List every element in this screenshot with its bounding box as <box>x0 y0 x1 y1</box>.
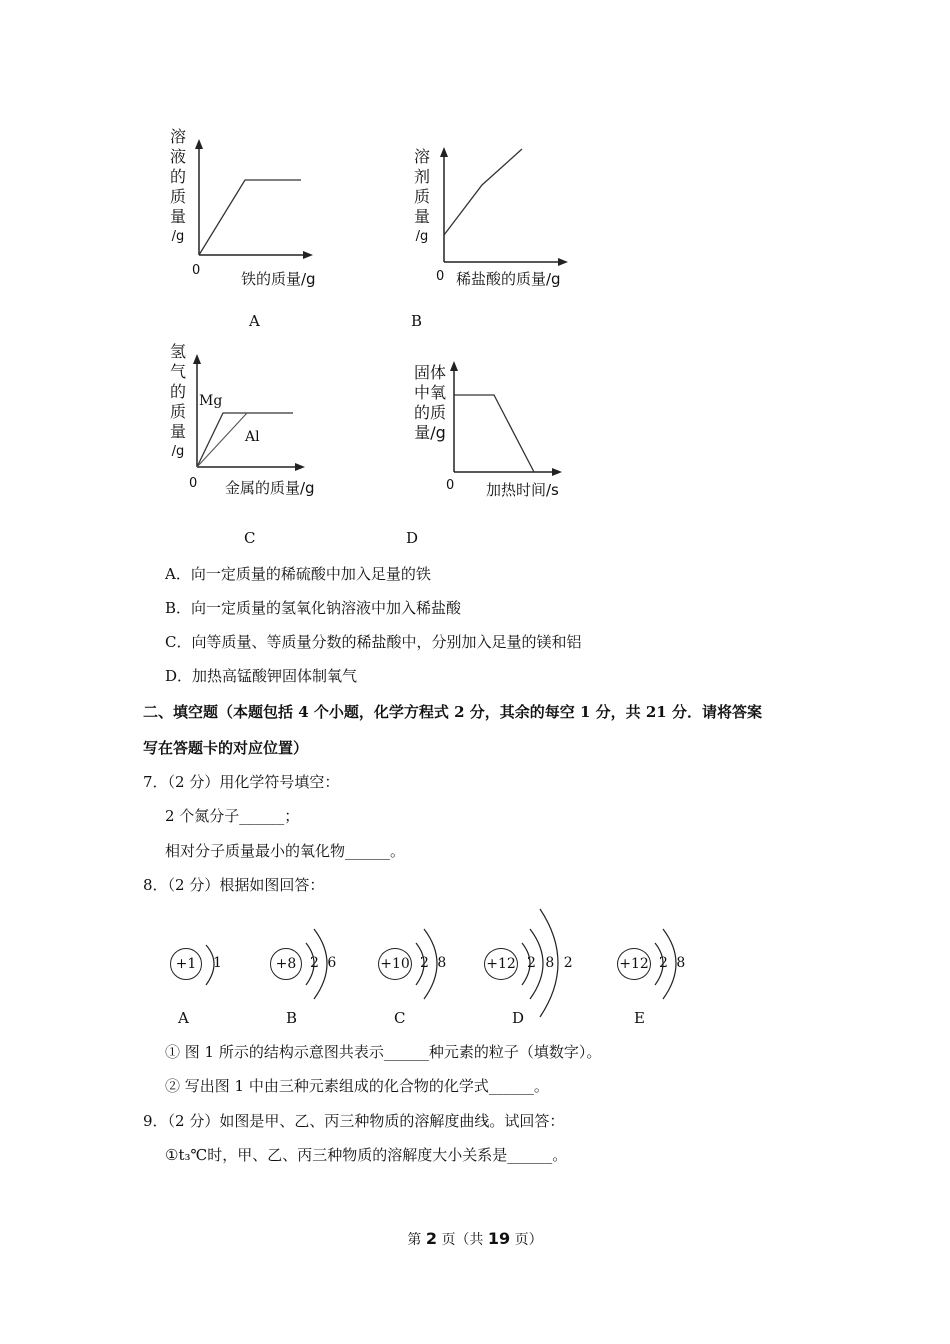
series-label-al: Al <box>245 429 260 445</box>
q9-part-a: ①t₃℃时，甲、乙、丙三种物质的溶解度大小关系是______。 <box>165 1146 568 1164</box>
atom-letter: B <box>286 1009 298 1027</box>
shell-electrons: 2 8 <box>659 955 686 971</box>
shell-electrons: 1 <box>213 955 222 971</box>
graph-c <box>165 340 345 505</box>
y-axis-label: 溶 液 的 质 量 /g <box>169 127 186 244</box>
origin-label: 0 <box>446 478 455 493</box>
q6-option-d: D．加热高锰酸钾固体制氧气 <box>165 667 358 685</box>
nucleus: +12 <box>484 948 518 980</box>
graph-a <box>165 125 345 295</box>
graph-b-curve <box>444 149 522 235</box>
atom-structure-b <box>270 925 350 1025</box>
q6-option-a: A．向一定质量的稀硫酸中加入足量的铁 <box>165 565 431 583</box>
footer-suffix: 页） <box>514 1232 543 1248</box>
graph-a-curve <box>199 180 301 255</box>
shell-electrons: 2 6 <box>310 955 337 971</box>
q8-stem: 8．（2 分）根据如图回答： <box>143 876 325 894</box>
page-number: 2 <box>425 1229 437 1248</box>
atom-structure-c <box>378 925 458 1025</box>
x-axis-label: 金属的质量/g <box>225 479 315 497</box>
atom-letter: C <box>394 1009 406 1027</box>
q6-option-b: B．向一定质量的氢氧化钠溶液中加入稀盐酸 <box>165 599 462 617</box>
graph-b-letter: B <box>411 312 423 330</box>
q7-part-b: 相对分子质量最小的氧化物______。 <box>165 842 406 860</box>
q8-part-a: ① 图 1 所示的结构示意图共表示______种元素的粒子（填数字）。 <box>165 1043 602 1061</box>
electron-shell-arcs <box>170 935 240 995</box>
shell-electrons: 2 8 <box>420 955 447 971</box>
series-label-mg: Mg <box>199 393 223 409</box>
atom-letter: A <box>178 1009 189 1027</box>
origin-label: 0 <box>192 263 201 278</box>
x-axis-label: 加热时间/s <box>486 481 559 499</box>
nucleus: +10 <box>378 948 412 980</box>
origin-label: 0 <box>189 476 198 491</box>
nucleus: +1 <box>170 948 202 980</box>
nucleus: +12 <box>617 948 651 980</box>
footer-prefix: 第 <box>407 1232 422 1248</box>
x-axis-label: 铁的质量/g <box>241 270 316 288</box>
y-axis-label: 固体 中氧 的质 量/g <box>413 363 446 442</box>
page-total: 19 <box>487 1229 511 1248</box>
atom-structure-e <box>617 925 697 1025</box>
footer-mid: 页（共 <box>441 1232 484 1248</box>
graph-d <box>410 355 590 505</box>
graph-d-letter: D <box>406 529 419 547</box>
section2-heading-cont: 写在答题卡的对应位置） <box>143 739 309 757</box>
q9-stem: 9．（2 分）如图是甲、乙、丙三种物质的溶解度曲线。试回答： <box>143 1112 565 1130</box>
origin-label: 0 <box>436 269 445 284</box>
nucleus: +8 <box>270 948 302 980</box>
graph-d-curve <box>454 395 534 472</box>
graph-a-letter: A <box>249 312 260 330</box>
section2-heading: 二、填空题（本题包括 4 个小题，化学方程式 2 分，其余的每空 1 分，共 21 分．请将答案 <box>143 703 762 721</box>
graph-c-letter: C <box>244 529 256 547</box>
q6-option-c: C．向等质量、等质量分数的稀盐酸中，分别加入足量的镁和铝 <box>165 633 582 651</box>
page-footer <box>0 1229 950 1249</box>
q7-stem: 7．（2 分）用化学符号填空： <box>143 773 340 791</box>
graph-c-al-curve <box>197 413 247 467</box>
atom-letter: D <box>512 1009 525 1027</box>
atom-structure-d <box>484 905 579 1025</box>
atom-structure-a <box>170 935 240 1025</box>
y-axis-label: 氢 气 的 质 量 /g <box>169 342 186 459</box>
q7-part-a: 2 个氮分子______； <box>165 807 300 825</box>
atom-letter: E <box>634 1009 645 1027</box>
graph-b <box>410 125 590 295</box>
y-axis-label: 溶 剂 质 量 /g <box>413 147 430 244</box>
q8-part-b: ② 写出图 1 中由三种元素组成的化合物的化学式______。 <box>165 1077 549 1095</box>
shell-electrons: 2 8 2 <box>527 955 573 971</box>
x-axis-label: 稀盐酸的质量/g <box>456 270 561 288</box>
